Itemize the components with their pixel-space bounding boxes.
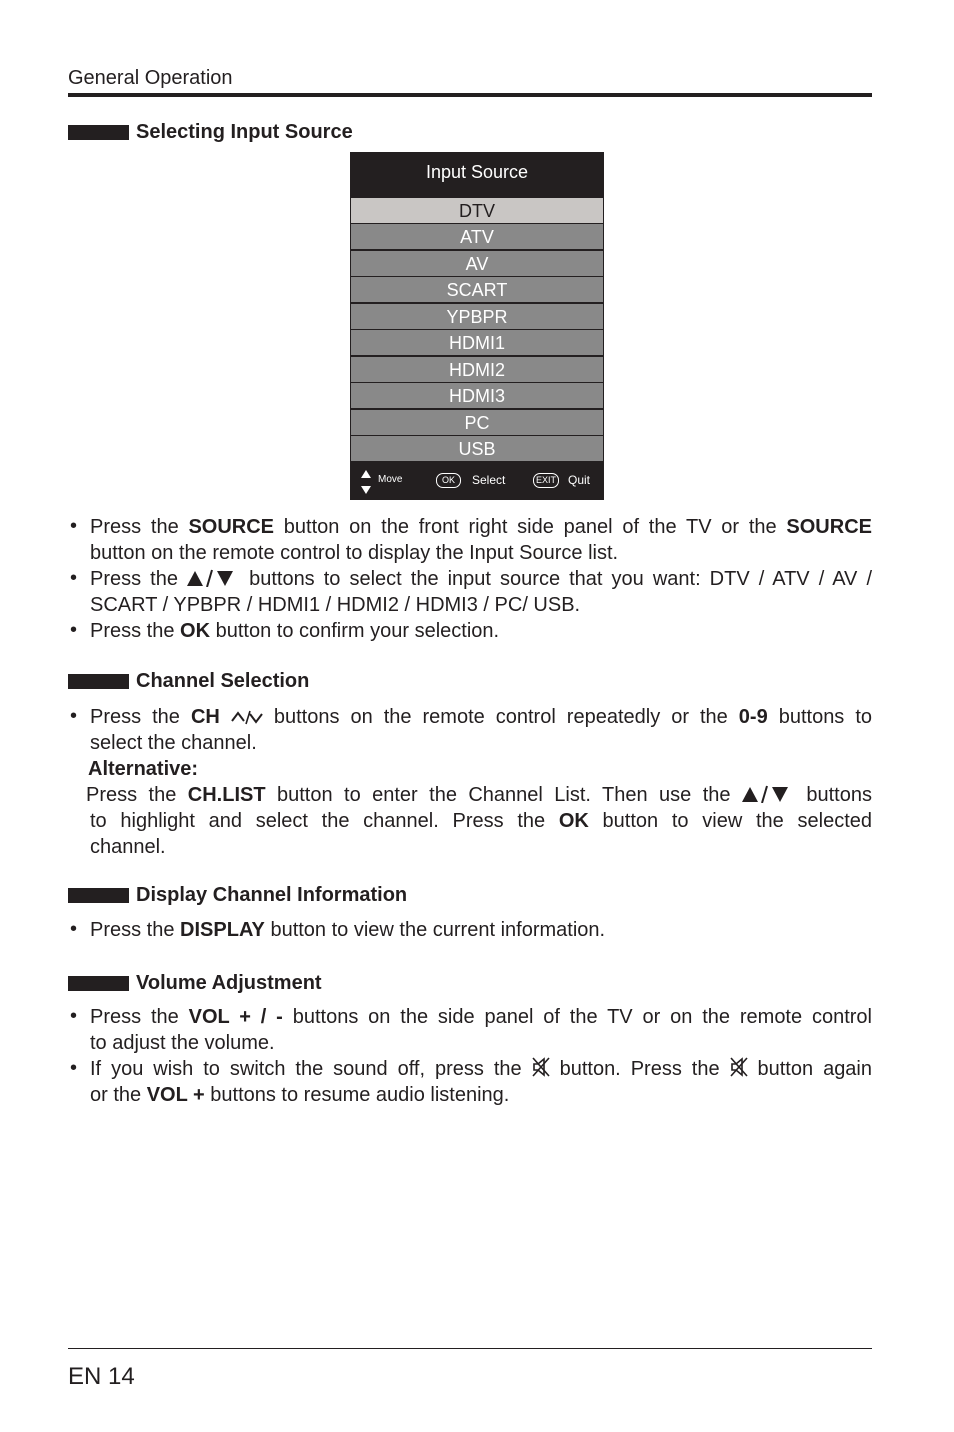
- mute-icon: [730, 1057, 748, 1077]
- bullet-dot: •: [70, 918, 78, 940]
- volume-step-1-line-1: Press the VOL + / - buttons on the side panel of the TV or on the remote control: [90, 1006, 872, 1028]
- source-step-2-line-1: Press the buttons to select the input source that you want: DTV / ATV / AV /: [90, 568, 872, 590]
- menu-item-usb[interactable]: USB: [351, 436, 603, 461]
- source-step-1-line-1: Press the SOURCE button on the front right side panel of the TV or the SOURCE: [90, 516, 872, 538]
- volume-step-2-line-1: If you wish to switch the sound off, press the button. Press the button again: [90, 1058, 872, 1080]
- section-heading-input-source: [68, 120, 353, 144]
- up-down-arrows-icon: [361, 470, 371, 494]
- section-heading-display-info: [68, 883, 407, 907]
- alternative-line-1: Press the CH.LIST button to enter the Channel List. Then use the buttons: [86, 784, 872, 806]
- bullet-dot: •: [70, 619, 78, 641]
- source-step-2-line-2: SCART / YPBPR / HDMI1 / HDMI2 / HDMI3 / PC/ USB.: [90, 594, 581, 616]
- menu-item-hdmi2[interactable]: HDMI2: [351, 357, 603, 382]
- footer-rule: [68, 1348, 872, 1349]
- section-title: Volume Adjustment: [136, 971, 322, 994]
- alternative-line-3: channel.: [90, 836, 166, 858]
- section-heading-channel: [68, 669, 309, 693]
- channel-up-down-icon: [231, 709, 263, 725]
- bullet-dot: •: [70, 515, 78, 537]
- section-title: Selecting Input Source: [136, 120, 353, 143]
- exit-key-icon: EXIT: [533, 473, 559, 488]
- header-rule: [68, 93, 872, 97]
- section-title: Display Channel Information: [136, 883, 408, 906]
- section-heading-volume: [68, 971, 322, 995]
- menu-item-ypbpr[interactable]: YPBPR: [351, 304, 603, 329]
- bullet-dot: •: [70, 567, 78, 589]
- source-step-3: Press the OK button to confirm your selection.: [90, 620, 500, 642]
- mute-icon: [532, 1057, 550, 1077]
- alternative-label: Alternative:: [88, 758, 199, 780]
- up-down-arrow-icon: [187, 569, 240, 587]
- section-title: Channel Selection: [136, 669, 310, 692]
- ok-key-icon: OK: [436, 473, 461, 488]
- bullet-dot: •: [70, 1057, 78, 1079]
- channel-step-line-1: Press the CH buttons on the remote control repeatedly or the 0-9 buttons to: [90, 706, 872, 728]
- section-bar: [68, 888, 129, 903]
- menu-footer: [350, 462, 604, 500]
- menu-item-av[interactable]: AV: [351, 251, 603, 276]
- header-title: General Operation: [68, 67, 233, 89]
- section-bar: [68, 674, 129, 689]
- menu-item-hdmi1[interactable]: HDMI1: [351, 330, 603, 355]
- quit-label: Quit: [568, 473, 591, 487]
- channel-step-line-2: select the channel.: [90, 732, 257, 754]
- bullet-dot: •: [70, 705, 78, 727]
- page-number: EN 14: [68, 1363, 135, 1390]
- display-step: Press the DISPLAY button to view the current information.: [90, 919, 606, 941]
- menu-item-scart[interactable]: SCART: [351, 277, 603, 302]
- menu-item-dtv[interactable]: DTV: [351, 198, 603, 223]
- menu-title: Input Source: [425, 162, 529, 182]
- move-label: Move: [378, 474, 403, 485]
- source-step-1-line-2: button on the remote control to display the Input Source list.: [90, 542, 619, 564]
- menu-item-atv[interactable]: ATV: [351, 224, 603, 249]
- select-label: Select: [472, 473, 506, 487]
- alternative-line-2: to highlight and select the channel. Press the OK button to view the selected: [90, 810, 872, 832]
- volume-step-1-line-2: to adjust the volume.: [90, 1032, 275, 1054]
- bullet-dot: •: [70, 1005, 78, 1027]
- section-bar: [68, 976, 129, 991]
- menu-item-pc[interactable]: PC: [351, 410, 603, 435]
- section-bar: [68, 125, 129, 140]
- up-down-arrow-icon: [742, 785, 795, 803]
- volume-step-2-line-2: or the VOL + buttons to resume audio listening.: [90, 1084, 510, 1106]
- menu-item-hdmi3[interactable]: HDMI3: [351, 383, 603, 408]
